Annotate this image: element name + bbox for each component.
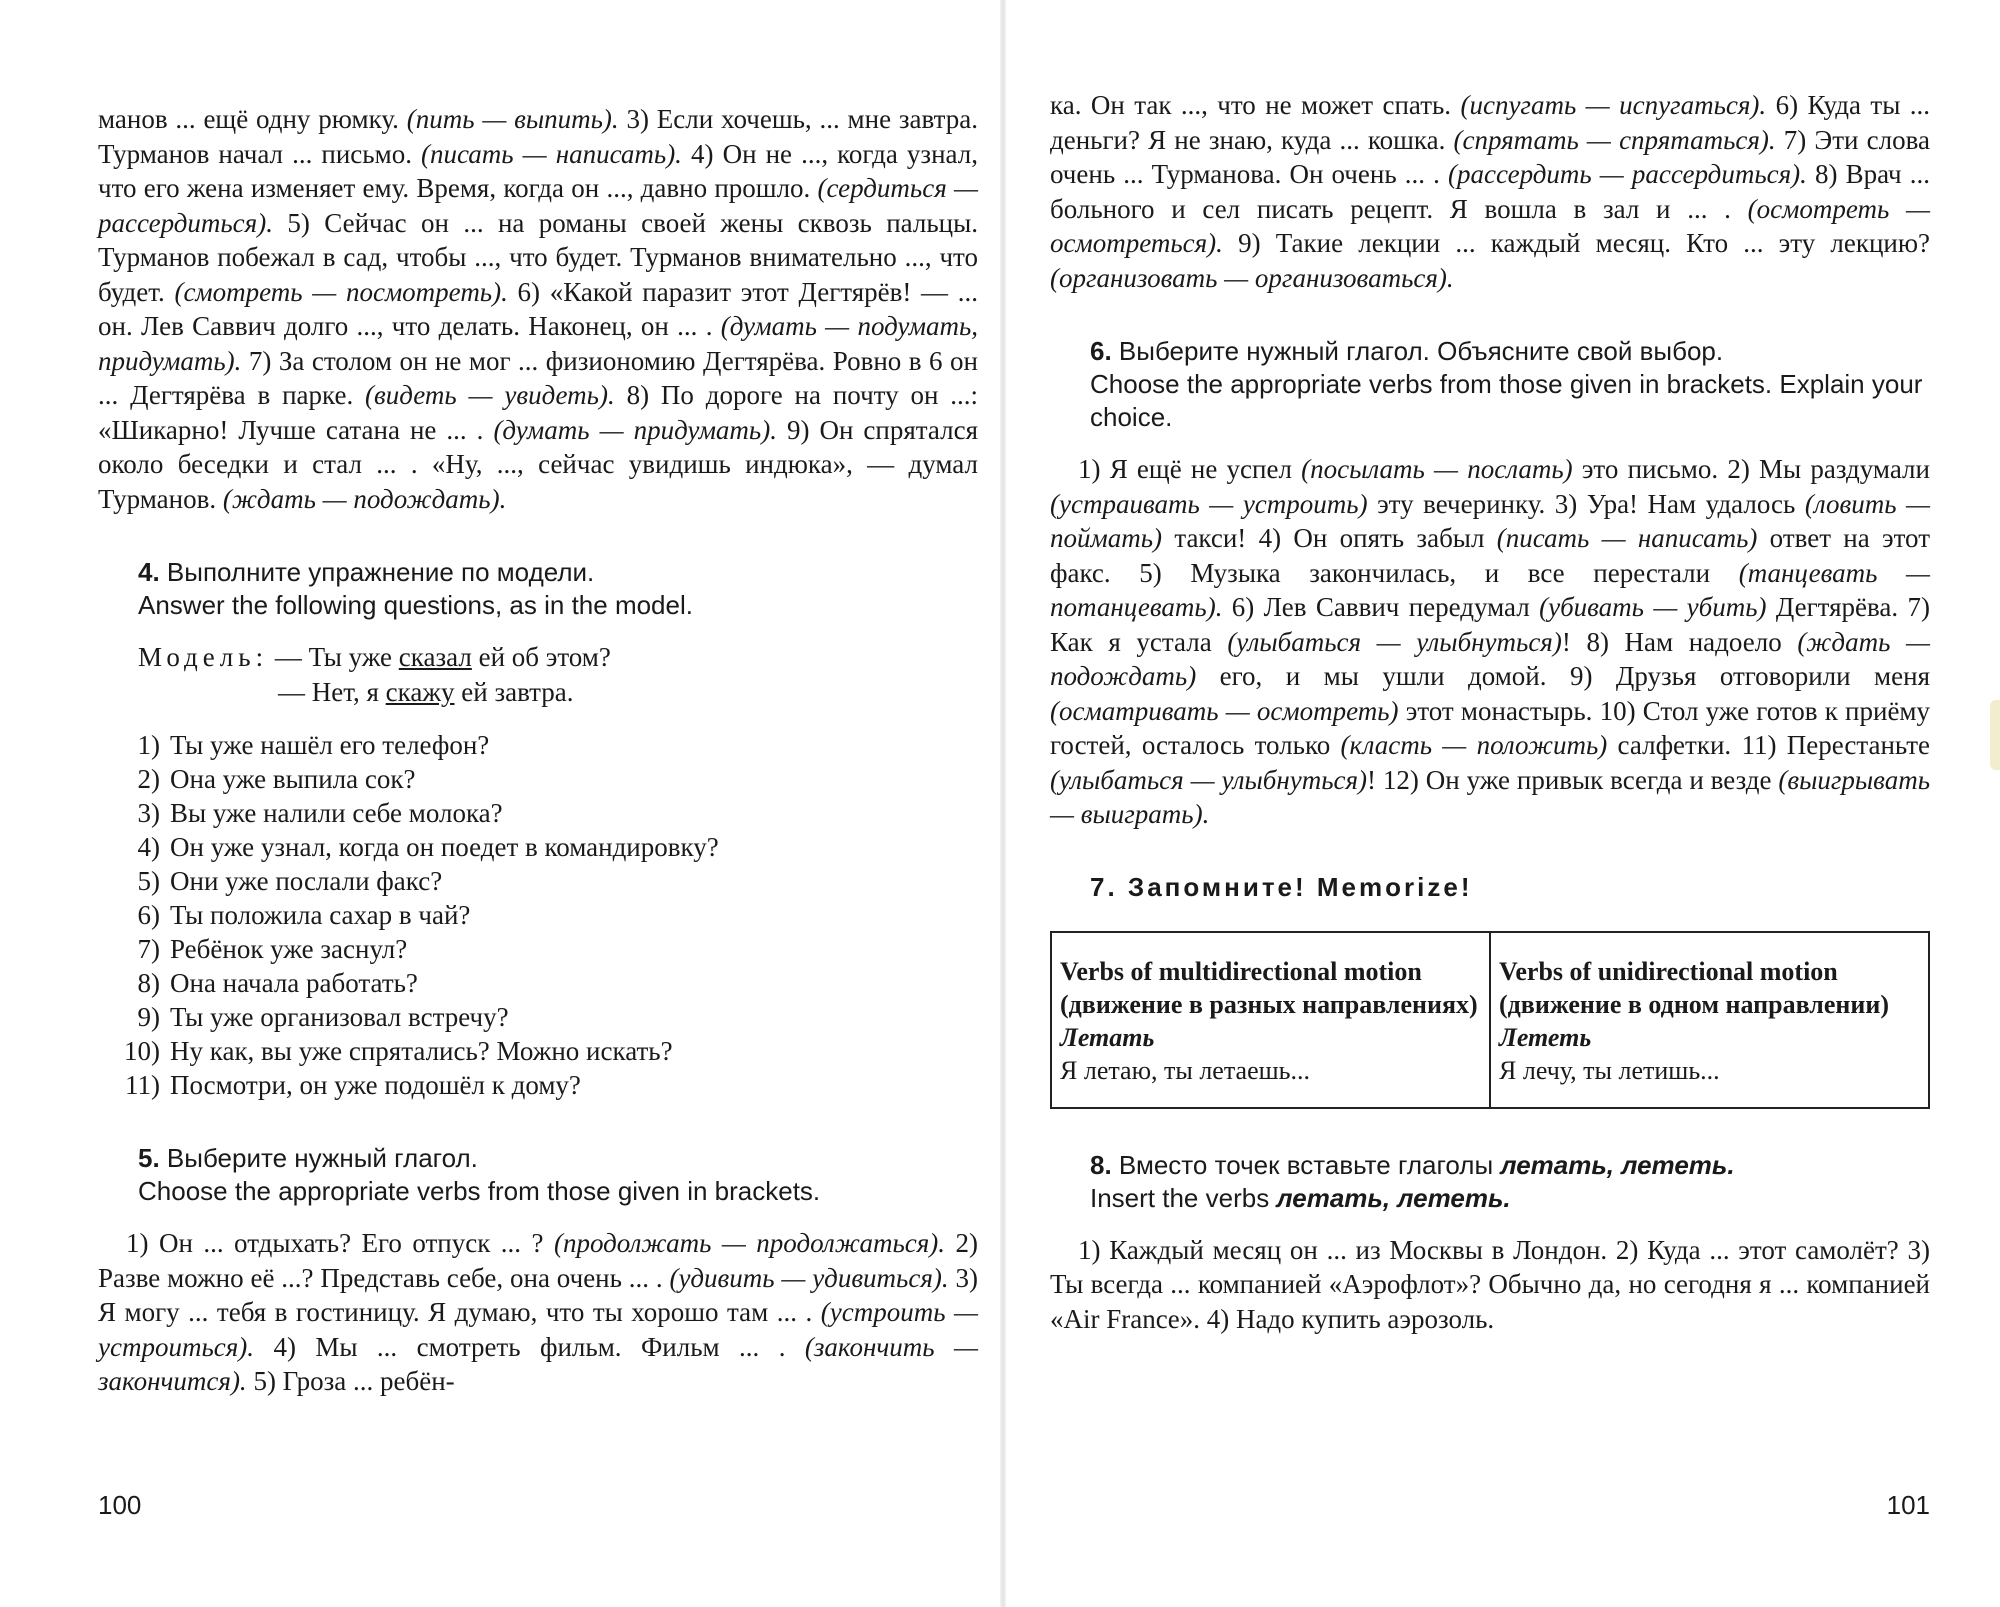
text-run: 8) По дороге на почту он ...: «Шикарно! Лучше сатана не ... . xyxy=(98,380,979,445)
exercise-4-model: Модель: — Ты уже сказал ей об этом? — Нет, я скажу ей завтра. xyxy=(138,642,611,707)
text-run: ! 12) Он уже привык всегда и везде xyxy=(1367,764,1779,795)
question-number: 1) xyxy=(137,730,160,760)
text-run: 8) Врач ... больного и сел писать рецепт. Я вошла в зал и ... . xyxy=(1050,159,1930,224)
exercise-5-body xyxy=(98,1226,978,1399)
verb-pair: (писать — написать). xyxy=(421,138,682,169)
question-number: 7) xyxy=(137,934,160,964)
list-item xyxy=(98,762,978,796)
exercise-6-subtitle: Choose the appropriate verbs from those given in brackets. Explain your choice. xyxy=(1090,369,1923,432)
exercise-5-title: 5. Выберите нужный глагол. xyxy=(138,1143,478,1173)
multidirectional-subheader: (движение в разных направлениях) xyxy=(1060,989,1478,1019)
exercise-8-body xyxy=(1050,1233,1930,1337)
text-run: 2) Разве можно её ...? Представь себе, она очень ... . xyxy=(98,1228,978,1293)
list-item xyxy=(98,898,978,932)
text-run: 9) Он спрятался около беседки и стал ... . «Ну, ..., сейчас увидишь индюка», — думал Турманов. xyxy=(98,414,978,514)
text-run: 1) Я ещё не успел xyxy=(1078,454,1302,484)
exercise-6-text xyxy=(1050,452,1930,832)
question-number: 2) xyxy=(137,764,160,794)
text-run: 7) Эти слова очень ... Турманова. Он очень ... . xyxy=(1050,124,1930,189)
unidirectional-verb: Лететь xyxy=(1499,1022,1592,1052)
question-text: Ты положила сахар в чай? xyxy=(170,900,471,930)
text-run: салфетки. 11) Перестаньте xyxy=(1607,730,1930,760)
verb-pair: (посылать — послать) xyxy=(1301,454,1573,484)
text-run: 7) За столом он не мог ... физиономию Дегтярёва. Ровно в 6 он ... Дегтярёва в парке. xyxy=(98,345,978,410)
exercise-7-title: 7. Запомните! Memorize! xyxy=(1090,871,1473,902)
page-number-right: 101 xyxy=(1886,1490,1930,1520)
text-run: этот монастырь. 10) Стол уже готов к приёму гостей, осталось только xyxy=(1050,695,1931,760)
verb-pair: (ждать — подождать) xyxy=(1050,626,1930,691)
list-item xyxy=(98,728,978,762)
verb-pair: (закончить — закончится). xyxy=(98,1331,978,1396)
list-item xyxy=(98,796,978,830)
list-item xyxy=(98,1000,978,1034)
text-run: такси! 4) Он опять забыл xyxy=(1162,523,1497,553)
multidirectional-header: Verbs of multidirectional motion xyxy=(1060,956,1422,986)
exercise-8-title: 8. Вместо точек вставьте глаголы летать, лететь. xyxy=(1090,1149,1735,1180)
verb-pair: (испугать — испугаться). xyxy=(1460,90,1767,120)
page-number-left: 100 xyxy=(98,1490,142,1520)
verb-pair: (продолжать — продолжаться). xyxy=(553,1228,946,1258)
verb-pair: (смотреть — посмотреть). xyxy=(174,276,508,307)
list-item xyxy=(98,864,978,898)
left-page xyxy=(98,0,978,1607)
right-page xyxy=(1050,0,1930,1607)
text-run: ответ на этот факс. 5) Музыка закончилась, и все перестали xyxy=(1050,523,1931,588)
verb-pair: (рассердить — рассердиться). xyxy=(1448,159,1807,189)
exercise-4-questions xyxy=(98,728,978,1102)
left-continuation-text xyxy=(98,102,978,516)
verb-pair: (пить — выпить). xyxy=(406,104,619,134)
exercise-8-text: 1) Каждый месяц он ... из Москвы в Лондон. 2) Куда ... этот самолёт? 3) Ты всегда ... компанией «Аэрофлот»? Обычно да, но сегодня я ... компанией «Air France». 4) Надо купить аэрозоль. xyxy=(1050,1234,1930,1334)
question-text: Она уже выпила сок? xyxy=(170,764,416,794)
list-item xyxy=(98,932,978,966)
list-item xyxy=(98,966,978,1000)
text-run: Дегтярёва. 7) Как я устала xyxy=(1050,592,1930,657)
text-run: это письмо. 2) Мы раздумали xyxy=(1572,454,1930,484)
multidirectional-verb: Летать xyxy=(1060,1022,1155,1052)
verb-pair: (улыбаться — улыбнуться) xyxy=(1227,626,1562,657)
text-run: 1) Он ... отдыхать? Его отпуск ... ? xyxy=(126,1228,554,1258)
verb-pair: (класть — положить) xyxy=(1340,730,1608,760)
verb-pair: (осматривать — осмотреть) xyxy=(1050,695,1399,726)
verb-pair: (убивать — убить) xyxy=(1539,592,1767,622)
text-run: 4) Мы ... смотреть фильм. Фильм ... . xyxy=(254,1331,805,1362)
question-text: Ты уже нашёл его телефон? xyxy=(170,730,490,760)
list-item xyxy=(98,1034,978,1068)
verb-pair: (думать — подумать, придумать). xyxy=(98,311,978,376)
verb-pair: (удивить — удивиться). xyxy=(669,1262,949,1293)
right-continuation-text xyxy=(1050,88,1930,295)
exercise-4-subtitle: Answer the following questions, as in the model. xyxy=(138,590,693,620)
text-run: манов ... ещё одну рюмку. xyxy=(98,104,407,134)
text-run: 9) Такие лекции ... каждый месяц. Кто ... эту лекцию? xyxy=(1222,228,1930,258)
exercise-5-subtitle: Choose the appropriate verbs from those given in brackets. xyxy=(138,1176,821,1206)
verb-pair: (организовать — организоваться). xyxy=(1050,262,1454,293)
page-fold xyxy=(1000,0,1006,1607)
text-run: ка. Он так ..., что не может спать. xyxy=(1050,90,1461,120)
text-run: его, и мы ушли домой. 9) Друзья отговорили меня xyxy=(1196,661,1930,691)
text-run: эту вечеринку. 3) Ура! Нам удалось xyxy=(1367,488,1805,519)
text-run: ! 8) Нам надоело xyxy=(1561,626,1798,657)
verb-pair: (устроить — устроиться). xyxy=(98,1297,978,1362)
question-text: Он уже узнал, когда он поедет в командировку? xyxy=(170,832,719,862)
right-paragraph-1 xyxy=(1050,88,1930,295)
verb-pair: (думать — придумать). xyxy=(493,414,777,445)
question-number: 3) xyxy=(137,798,160,828)
question-text: Она начала работать? xyxy=(170,968,418,998)
text-run: 5) Гроза ... ребён- xyxy=(246,1366,455,1396)
list-item xyxy=(98,830,978,864)
text-run: 3) Если хочешь, ... мне завтра. Турманов начал ... письмо. xyxy=(98,104,978,169)
multidirectional-cell xyxy=(1051,932,1490,1108)
text-run: 3) Я могу ... тебя в гостиницу. Я думаю, что ты хорошо там ... . xyxy=(98,1262,978,1327)
question-text: Они уже послали факс? xyxy=(170,866,443,896)
question-text: Ребёнок уже заснул? xyxy=(170,934,408,964)
text-run: 6) «Какой паразит этот Дегтярёв! — ... он. Лев Саввич долго ..., что делать. Наконец, он ... . xyxy=(98,276,978,341)
text-run: 5) Сейчас он ... на романы своей жены сквозь пальцы. Турманов побежал в сад, чтобы ..., что будет. Турманов внимательно ..., что будет. xyxy=(98,207,978,307)
verb-pair: (ловить — поймать) xyxy=(1050,488,1931,553)
question-text: Вы уже налили себе молока? xyxy=(170,798,503,828)
multidirectional-example: Я летаю, ты летаешь... xyxy=(1060,1055,1310,1085)
unidirectional-example: Я лечу, ты летишь... xyxy=(1499,1055,1720,1085)
text-run: 6) Лев Саввич передумал xyxy=(1222,592,1540,622)
page-edge-mark xyxy=(1990,700,2000,770)
left-paragraph-1 xyxy=(98,102,978,516)
verb-pair: (танцевать — потанцевать). xyxy=(1050,557,1930,622)
verb-pair: (осмотреть — осмотреться). xyxy=(1050,193,1930,258)
verb-pair: (выигрывать — выиграть). xyxy=(1050,764,1930,829)
question-number: 10) xyxy=(124,1036,160,1066)
question-number: 11) xyxy=(125,1070,160,1100)
exercise-4-title: 4. Выполните упражнение по модели. xyxy=(138,557,595,587)
unidirectional-cell xyxy=(1490,932,1929,1108)
unidirectional-header: Verbs of unidirectional motion xyxy=(1499,956,1838,986)
verb-pair: (сердиться — рассердиться). xyxy=(98,173,978,238)
question-number: 9) xyxy=(137,1002,160,1032)
verb-pair: (писать — написать) xyxy=(1496,523,1758,553)
question-number: 5) xyxy=(137,866,160,896)
exercise-6-body xyxy=(1050,452,1930,832)
exercise-5-text xyxy=(98,1226,978,1399)
list-item xyxy=(98,1068,978,1102)
verb-pair: (спрятать — спрятаться). xyxy=(1453,124,1776,155)
verb-pair: (устраивать — устроить) xyxy=(1050,488,1368,519)
unidirectional-subheader: (движение в одном направлении) xyxy=(1499,989,1890,1019)
question-number: 8) xyxy=(137,968,160,998)
text-run: 4) Он не ..., когда узнал, что его жена изменяет ему. Время, когда он ..., давно прошло. xyxy=(98,138,978,203)
verb-pair: (видеть — увидеть). xyxy=(365,380,615,410)
text-run: 6) Куда ты ... деньги? Я не знаю, куда ... кошка. xyxy=(1050,90,1930,155)
motion-verbs-table xyxy=(1050,931,1930,1109)
question-text: Ну как, вы уже спрятались? Можно искать? xyxy=(170,1036,673,1066)
question-number: 6) xyxy=(137,900,160,930)
verb-pair: (улыбаться — улыбнуться) xyxy=(1050,764,1368,795)
question-number: 4) xyxy=(137,832,160,862)
question-text: Посмотри, он уже подошёл к дому? xyxy=(170,1070,581,1100)
exercise-6-title: 6. Выберите нужный глагол. Объясните свой выбор. xyxy=(1090,336,1724,366)
question-text: Ты уже организовал встречу? xyxy=(170,1002,509,1032)
verb-pair: (ждать — подождать). xyxy=(222,483,507,514)
exercise-8-subtitle: Insert the verbs летать, лететь. xyxy=(1090,1182,1511,1213)
